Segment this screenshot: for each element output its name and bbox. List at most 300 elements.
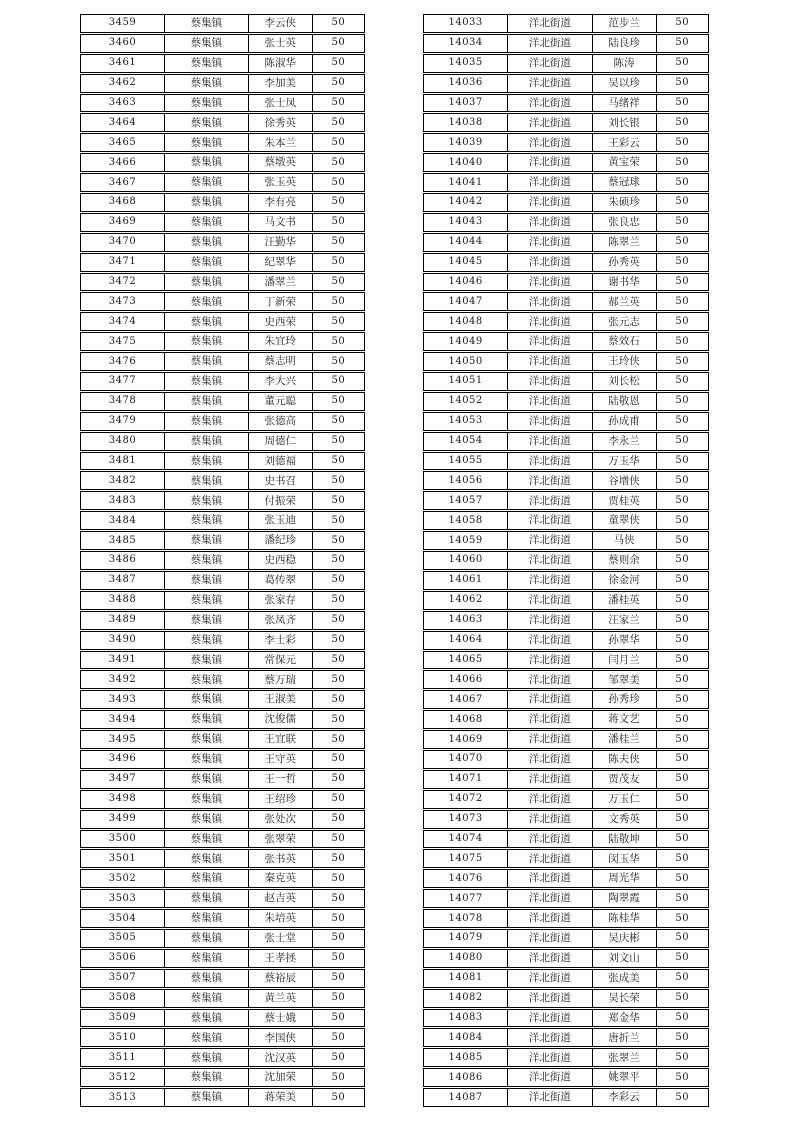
amount-cell: 50 bbox=[312, 929, 365, 948]
table-row bbox=[80, 1048, 368, 1067]
table-row bbox=[423, 929, 712, 948]
serial-number-cell: 3507 bbox=[80, 969, 165, 988]
table-row bbox=[80, 750, 368, 769]
district-cell: 洋北街道 bbox=[507, 332, 592, 351]
person-name-cell: 陈桂华 bbox=[592, 909, 657, 928]
person-name-cell: 孙成甫 bbox=[592, 412, 657, 431]
district-cell: 蔡集镇 bbox=[164, 949, 249, 968]
person-name-cell: 闫月兰 bbox=[592, 651, 657, 670]
person-name-cell: 刘文山 bbox=[592, 949, 657, 968]
amount-cell: 50 bbox=[656, 133, 709, 152]
amount-cell: 50 bbox=[312, 949, 365, 968]
person-name-cell: 汪家兰 bbox=[592, 611, 657, 630]
district-cell: 洋北街道 bbox=[507, 253, 592, 272]
serial-number-cell: 14087 bbox=[423, 1088, 508, 1107]
table-row bbox=[423, 173, 712, 192]
serial-number-cell: 3493 bbox=[80, 690, 165, 709]
person-name-cell: 王孝拯 bbox=[248, 949, 313, 968]
amount-cell: 50 bbox=[312, 531, 365, 550]
table-row bbox=[80, 173, 368, 192]
district-cell: 洋北街道 bbox=[507, 491, 592, 510]
table-row bbox=[80, 54, 368, 73]
person-name-cell: 谢书华 bbox=[592, 273, 657, 292]
person-name-cell: 朱宜玲 bbox=[248, 332, 313, 351]
district-cell: 蔡集镇 bbox=[164, 551, 249, 570]
serial-number-cell: 3500 bbox=[80, 830, 165, 849]
table-row bbox=[80, 113, 368, 132]
serial-number-cell: 14042 bbox=[423, 193, 508, 212]
person-name-cell: 张士堂 bbox=[248, 929, 313, 948]
person-name-cell: 蔡效石 bbox=[592, 332, 657, 351]
district-cell: 洋北街道 bbox=[507, 909, 592, 928]
serial-number-cell: 14067 bbox=[423, 690, 508, 709]
serial-number-cell: 14085 bbox=[423, 1048, 508, 1067]
district-cell: 洋北街道 bbox=[507, 54, 592, 73]
serial-number-cell: 3468 bbox=[80, 193, 165, 212]
person-name-cell: 秦克英 bbox=[248, 869, 313, 888]
serial-number-cell: 3485 bbox=[80, 531, 165, 550]
serial-number-cell: 3502 bbox=[80, 869, 165, 888]
amount-cell: 50 bbox=[656, 710, 709, 729]
district-cell: 蔡集镇 bbox=[164, 571, 249, 590]
serial-number-cell: 14054 bbox=[423, 432, 508, 451]
serial-number-cell: 3513 bbox=[80, 1088, 165, 1107]
amount-cell: 50 bbox=[656, 113, 709, 132]
person-name-cell: 唐折兰 bbox=[592, 1028, 657, 1047]
amount-cell: 50 bbox=[312, 969, 365, 988]
district-cell: 蔡集镇 bbox=[164, 193, 249, 212]
district-cell: 洋北街道 bbox=[507, 14, 592, 33]
person-name-cell: 付振荣 bbox=[248, 491, 313, 510]
table-row bbox=[80, 869, 368, 888]
serial-number-cell: 14044 bbox=[423, 233, 508, 252]
serial-number-cell: 3501 bbox=[80, 849, 165, 868]
district-cell: 蔡集镇 bbox=[164, 869, 249, 888]
district-cell: 洋北街道 bbox=[507, 352, 592, 371]
table-row bbox=[423, 312, 712, 331]
serial-number-cell: 3463 bbox=[80, 94, 165, 113]
table-row bbox=[80, 292, 368, 311]
table-row bbox=[80, 74, 368, 93]
table-row bbox=[423, 491, 712, 510]
person-name-cell: 李国侠 bbox=[248, 1028, 313, 1047]
table-row bbox=[80, 670, 368, 689]
person-name-cell: 黄宝荣 bbox=[592, 153, 657, 172]
serial-number-cell: 14040 bbox=[423, 153, 508, 172]
table-row bbox=[423, 591, 712, 610]
serial-number-cell: 3483 bbox=[80, 491, 165, 510]
amount-cell: 50 bbox=[656, 372, 709, 391]
person-name-cell: 史西荣 bbox=[248, 312, 313, 331]
person-name-cell: 董元聪 bbox=[248, 392, 313, 411]
amount-cell: 50 bbox=[312, 412, 365, 431]
person-name-cell: 马文书 bbox=[248, 213, 313, 232]
amount-cell: 50 bbox=[656, 471, 709, 490]
district-cell: 蔡集镇 bbox=[164, 631, 249, 650]
amount-cell: 50 bbox=[312, 312, 365, 331]
district-cell: 洋北街道 bbox=[507, 730, 592, 749]
table-row bbox=[423, 651, 712, 670]
table-row bbox=[80, 631, 368, 650]
amount-cell: 50 bbox=[656, 352, 709, 371]
serial-number-cell: 3465 bbox=[80, 133, 165, 152]
table-row bbox=[80, 1068, 368, 1087]
person-name-cell: 朱本兰 bbox=[248, 133, 313, 152]
serial-number-cell: 14055 bbox=[423, 452, 508, 471]
amount-cell: 50 bbox=[312, 571, 365, 590]
table-row bbox=[423, 1028, 712, 1047]
person-name-cell: 陈夫侠 bbox=[592, 750, 657, 769]
person-name-cell: 张德高 bbox=[248, 412, 313, 431]
district-cell: 蔡集镇 bbox=[164, 233, 249, 252]
person-name-cell: 陈翠兰 bbox=[592, 233, 657, 252]
district-cell: 蔡集镇 bbox=[164, 670, 249, 689]
serial-number-cell: 14064 bbox=[423, 631, 508, 650]
district-cell: 洋北街道 bbox=[507, 849, 592, 868]
amount-cell: 50 bbox=[656, 969, 709, 988]
amount-cell: 50 bbox=[656, 670, 709, 689]
person-name-cell: 张玉英 bbox=[248, 173, 313, 192]
district-cell: 蔡集镇 bbox=[164, 690, 249, 709]
person-name-cell: 谷增侠 bbox=[592, 471, 657, 490]
table-row bbox=[80, 1028, 368, 1047]
serial-number-cell: 3459 bbox=[80, 14, 165, 33]
amount-cell: 50 bbox=[656, 193, 709, 212]
amount-cell: 50 bbox=[312, 432, 365, 451]
district-cell: 洋北街道 bbox=[507, 790, 592, 809]
person-name-cell: 贾桂英 bbox=[592, 491, 657, 510]
district-cell: 洋北街道 bbox=[507, 869, 592, 888]
person-name-cell: 徐秀英 bbox=[248, 113, 313, 132]
person-name-cell: 姚翠平 bbox=[592, 1068, 657, 1087]
district-cell: 蔡集镇 bbox=[164, 352, 249, 371]
amount-cell: 50 bbox=[656, 869, 709, 888]
amount-cell: 50 bbox=[656, 770, 709, 789]
district-cell: 蔡集镇 bbox=[164, 929, 249, 948]
person-name-cell: 张翠兰 bbox=[592, 1048, 657, 1067]
district-cell: 蔡集镇 bbox=[164, 54, 249, 73]
serial-number-cell: 14082 bbox=[423, 989, 508, 1008]
serial-number-cell: 14043 bbox=[423, 213, 508, 232]
district-cell: 洋北街道 bbox=[507, 531, 592, 550]
table-row bbox=[423, 989, 712, 1008]
amount-cell: 50 bbox=[312, 1068, 365, 1087]
table-row bbox=[80, 312, 368, 331]
table-row bbox=[80, 531, 368, 550]
amount-cell: 50 bbox=[656, 332, 709, 351]
person-name-cell: 潘翠兰 bbox=[248, 273, 313, 292]
amount-cell: 50 bbox=[656, 1068, 709, 1087]
district-cell: 蔡集镇 bbox=[164, 94, 249, 113]
amount-cell: 50 bbox=[656, 491, 709, 510]
amount-cell: 50 bbox=[312, 830, 365, 849]
district-cell: 洋北街道 bbox=[507, 133, 592, 152]
table-row bbox=[80, 710, 368, 729]
table-row bbox=[423, 133, 712, 152]
table-row bbox=[423, 292, 712, 311]
amount-cell: 50 bbox=[656, 1048, 709, 1067]
table-row bbox=[423, 332, 712, 351]
amount-cell: 50 bbox=[656, 810, 709, 829]
serial-number-cell: 14046 bbox=[423, 273, 508, 292]
table-row bbox=[423, 1048, 712, 1067]
person-name-cell: 郝兰英 bbox=[592, 292, 657, 311]
district-cell: 蔡集镇 bbox=[164, 750, 249, 769]
person-name-cell: 纪翠华 bbox=[248, 253, 313, 272]
amount-cell: 50 bbox=[312, 631, 365, 650]
serial-number-cell: 3505 bbox=[80, 929, 165, 948]
district-cell: 蔡集镇 bbox=[164, 412, 249, 431]
district-cell: 蔡集镇 bbox=[164, 770, 249, 789]
amount-cell: 50 bbox=[656, 1009, 709, 1028]
person-name-cell: 蔡裕辰 bbox=[248, 969, 313, 988]
district-cell: 洋北街道 bbox=[507, 670, 592, 689]
serial-number-cell: 14065 bbox=[423, 651, 508, 670]
serial-number-cell: 14050 bbox=[423, 352, 508, 371]
district-cell: 洋北街道 bbox=[507, 233, 592, 252]
amount-cell: 50 bbox=[312, 54, 365, 73]
table-row bbox=[423, 869, 712, 888]
serial-number-cell: 3466 bbox=[80, 153, 165, 172]
district-cell: 蔡集镇 bbox=[164, 153, 249, 172]
person-name-cell: 沈加荣 bbox=[248, 1068, 313, 1087]
amount-cell: 50 bbox=[312, 332, 365, 351]
amount-cell: 50 bbox=[656, 531, 709, 550]
table-row bbox=[423, 233, 712, 252]
person-name-cell: 周德仁 bbox=[248, 432, 313, 451]
amount-cell: 50 bbox=[656, 631, 709, 650]
table-row bbox=[423, 730, 712, 749]
district-cell: 蔡集镇 bbox=[164, 292, 249, 311]
amount-cell: 50 bbox=[656, 889, 709, 908]
district-cell: 洋北街道 bbox=[507, 770, 592, 789]
serial-number-cell: 14073 bbox=[423, 810, 508, 829]
table-row bbox=[423, 1068, 712, 1087]
amount-cell: 50 bbox=[656, 551, 709, 570]
person-name-cell: 张凤齐 bbox=[248, 611, 313, 630]
person-name-cell: 张家存 bbox=[248, 591, 313, 610]
amount-cell: 50 bbox=[656, 989, 709, 1008]
district-cell: 洋北街道 bbox=[507, 631, 592, 650]
table-row bbox=[80, 471, 368, 490]
serial-number-cell: 3464 bbox=[80, 113, 165, 132]
district-cell: 洋北街道 bbox=[507, 153, 592, 172]
district-cell: 洋北街道 bbox=[507, 1028, 592, 1047]
amount-cell: 50 bbox=[312, 193, 365, 212]
serial-number-cell: 3469 bbox=[80, 213, 165, 232]
district-cell: 洋北街道 bbox=[507, 690, 592, 709]
person-name-cell: 孙秀珍 bbox=[592, 690, 657, 709]
serial-number-cell: 14068 bbox=[423, 710, 508, 729]
district-cell: 洋北街道 bbox=[507, 74, 592, 93]
person-name-cell: 刘长银 bbox=[592, 113, 657, 132]
person-name-cell: 吴以珍 bbox=[592, 74, 657, 93]
district-cell: 洋北街道 bbox=[507, 949, 592, 968]
district-cell: 蔡集镇 bbox=[164, 889, 249, 908]
table-row bbox=[423, 670, 712, 689]
district-cell: 洋北街道 bbox=[507, 432, 592, 451]
district-cell: 洋北街道 bbox=[507, 651, 592, 670]
serial-number-cell: 3492 bbox=[80, 670, 165, 689]
district-cell: 蔡集镇 bbox=[164, 1009, 249, 1028]
table-row bbox=[423, 153, 712, 172]
person-name-cell: 陈涛 bbox=[592, 54, 657, 73]
serial-number-cell: 3488 bbox=[80, 591, 165, 610]
table-row bbox=[80, 1009, 368, 1028]
district-cell: 蔡集镇 bbox=[164, 312, 249, 331]
district-cell: 蔡集镇 bbox=[164, 113, 249, 132]
table-row bbox=[80, 929, 368, 948]
person-name-cell: 张玉迪 bbox=[248, 511, 313, 530]
district-cell: 洋北街道 bbox=[507, 1088, 592, 1107]
person-name-cell: 陆敬坤 bbox=[592, 830, 657, 849]
serial-number-cell: 3490 bbox=[80, 631, 165, 650]
person-name-cell: 潘桂兰 bbox=[592, 730, 657, 749]
amount-cell: 50 bbox=[656, 213, 709, 232]
district-cell: 洋北街道 bbox=[507, 989, 592, 1008]
person-name-cell: 文秀英 bbox=[592, 810, 657, 829]
person-name-cell: 蔡则余 bbox=[592, 551, 657, 570]
district-cell: 蔡集镇 bbox=[164, 74, 249, 93]
amount-cell: 50 bbox=[656, 173, 709, 192]
district-cell: 洋北街道 bbox=[507, 889, 592, 908]
district-cell: 蔡集镇 bbox=[164, 969, 249, 988]
person-name-cell: 郑金华 bbox=[592, 1009, 657, 1028]
amount-cell: 50 bbox=[656, 929, 709, 948]
district-cell: 蔡集镇 bbox=[164, 1068, 249, 1087]
amount-cell: 50 bbox=[312, 133, 365, 152]
person-name-cell: 常保元 bbox=[248, 651, 313, 670]
table-row bbox=[423, 770, 712, 789]
district-cell: 蔡集镇 bbox=[164, 392, 249, 411]
amount-cell: 50 bbox=[312, 452, 365, 471]
person-name-cell: 蔡冠球 bbox=[592, 173, 657, 192]
table-row bbox=[423, 810, 712, 829]
person-name-cell: 万玉华 bbox=[592, 452, 657, 471]
serial-number-cell: 3473 bbox=[80, 292, 165, 311]
amount-cell: 50 bbox=[312, 94, 365, 113]
amount-cell: 50 bbox=[656, 74, 709, 93]
district-cell: 蔡集镇 bbox=[164, 432, 249, 451]
amount-cell: 50 bbox=[312, 392, 365, 411]
district-cell: 蔡集镇 bbox=[164, 1048, 249, 1067]
district-cell: 蔡集镇 bbox=[164, 133, 249, 152]
serial-number-cell: 3496 bbox=[80, 750, 165, 769]
serial-number-cell: 14058 bbox=[423, 511, 508, 530]
person-name-cell: 吴长荣 bbox=[592, 989, 657, 1008]
district-cell: 蔡集镇 bbox=[164, 1088, 249, 1107]
table-row bbox=[80, 412, 368, 431]
amount-cell: 50 bbox=[656, 1088, 709, 1107]
amount-cell: 50 bbox=[312, 591, 365, 610]
table-row bbox=[423, 352, 712, 371]
district-cell: 洋北街道 bbox=[507, 372, 592, 391]
district-cell: 蔡集镇 bbox=[164, 651, 249, 670]
person-name-cell: 王一哲 bbox=[248, 770, 313, 789]
serial-number-cell: 3474 bbox=[80, 312, 165, 331]
serial-number-cell: 14078 bbox=[423, 909, 508, 928]
district-cell: 洋北街道 bbox=[507, 471, 592, 490]
district-cell: 蔡集镇 bbox=[164, 810, 249, 829]
district-cell: 洋北街道 bbox=[507, 810, 592, 829]
serial-number-cell: 14070 bbox=[423, 750, 508, 769]
table-row bbox=[423, 54, 712, 73]
table-row bbox=[423, 631, 712, 650]
table-row bbox=[423, 372, 712, 391]
person-name-cell: 黄兰英 bbox=[248, 989, 313, 1008]
person-name-cell: 李加美 bbox=[248, 74, 313, 93]
table-row bbox=[80, 591, 368, 610]
roster-table-left bbox=[80, 14, 368, 1108]
amount-cell: 50 bbox=[312, 153, 365, 172]
person-name-cell: 蔡志明 bbox=[248, 352, 313, 371]
table-row bbox=[423, 1088, 712, 1107]
table-row bbox=[80, 253, 368, 272]
serial-number-cell: 14048 bbox=[423, 312, 508, 331]
table-row bbox=[423, 432, 712, 451]
district-cell: 洋北街道 bbox=[507, 611, 592, 630]
person-name-cell: 张元志 bbox=[592, 312, 657, 331]
amount-cell: 50 bbox=[656, 790, 709, 809]
person-name-cell: 吴庆彬 bbox=[592, 929, 657, 948]
serial-number-cell: 3489 bbox=[80, 611, 165, 630]
table-row bbox=[80, 452, 368, 471]
serial-number-cell: 14039 bbox=[423, 133, 508, 152]
district-cell: 洋北街道 bbox=[507, 452, 592, 471]
person-name-cell: 王玲侠 bbox=[592, 352, 657, 371]
amount-cell: 50 bbox=[312, 730, 365, 749]
district-cell: 蔡集镇 bbox=[164, 849, 249, 868]
amount-cell: 50 bbox=[312, 233, 365, 252]
person-name-cell: 潘纪珍 bbox=[248, 531, 313, 550]
serial-number-cell: 3471 bbox=[80, 253, 165, 272]
person-name-cell: 蒋荣美 bbox=[248, 1088, 313, 1107]
amount-cell: 50 bbox=[312, 889, 365, 908]
person-name-cell: 张翠荣 bbox=[248, 830, 313, 849]
person-name-cell: 贾茂友 bbox=[592, 770, 657, 789]
serial-number-cell: 3512 bbox=[80, 1068, 165, 1087]
person-name-cell: 童翠侠 bbox=[592, 511, 657, 530]
amount-cell: 50 bbox=[312, 1088, 365, 1107]
serial-number-cell: 14047 bbox=[423, 292, 508, 311]
table-row bbox=[80, 153, 368, 172]
amount-cell: 50 bbox=[656, 651, 709, 670]
district-cell: 洋北街道 bbox=[507, 929, 592, 948]
serial-number-cell: 3481 bbox=[80, 452, 165, 471]
serial-number-cell: 3479 bbox=[80, 412, 165, 431]
table-row bbox=[80, 352, 368, 371]
table-row bbox=[80, 909, 368, 928]
table-row bbox=[80, 551, 368, 570]
district-cell: 蔡集镇 bbox=[164, 830, 249, 849]
person-name-cell: 陆敬恩 bbox=[592, 392, 657, 411]
district-cell: 洋北街道 bbox=[507, 213, 592, 232]
person-name-cell: 蔡士娥 bbox=[248, 1009, 313, 1028]
table-row bbox=[80, 491, 368, 510]
person-name-cell: 邹翠美 bbox=[592, 670, 657, 689]
serial-number-cell: 14080 bbox=[423, 949, 508, 968]
serial-number-cell: 14081 bbox=[423, 969, 508, 988]
person-name-cell: 万玉仁 bbox=[592, 790, 657, 809]
district-cell: 洋北街道 bbox=[507, 551, 592, 570]
district-cell: 蔡集镇 bbox=[164, 790, 249, 809]
serial-number-cell: 14066 bbox=[423, 670, 508, 689]
table-row bbox=[423, 253, 712, 272]
district-cell: 蔡集镇 bbox=[164, 491, 249, 510]
district-cell: 蔡集镇 bbox=[164, 372, 249, 391]
serial-number-cell: 3475 bbox=[80, 332, 165, 351]
person-name-cell: 史书召 bbox=[248, 471, 313, 490]
